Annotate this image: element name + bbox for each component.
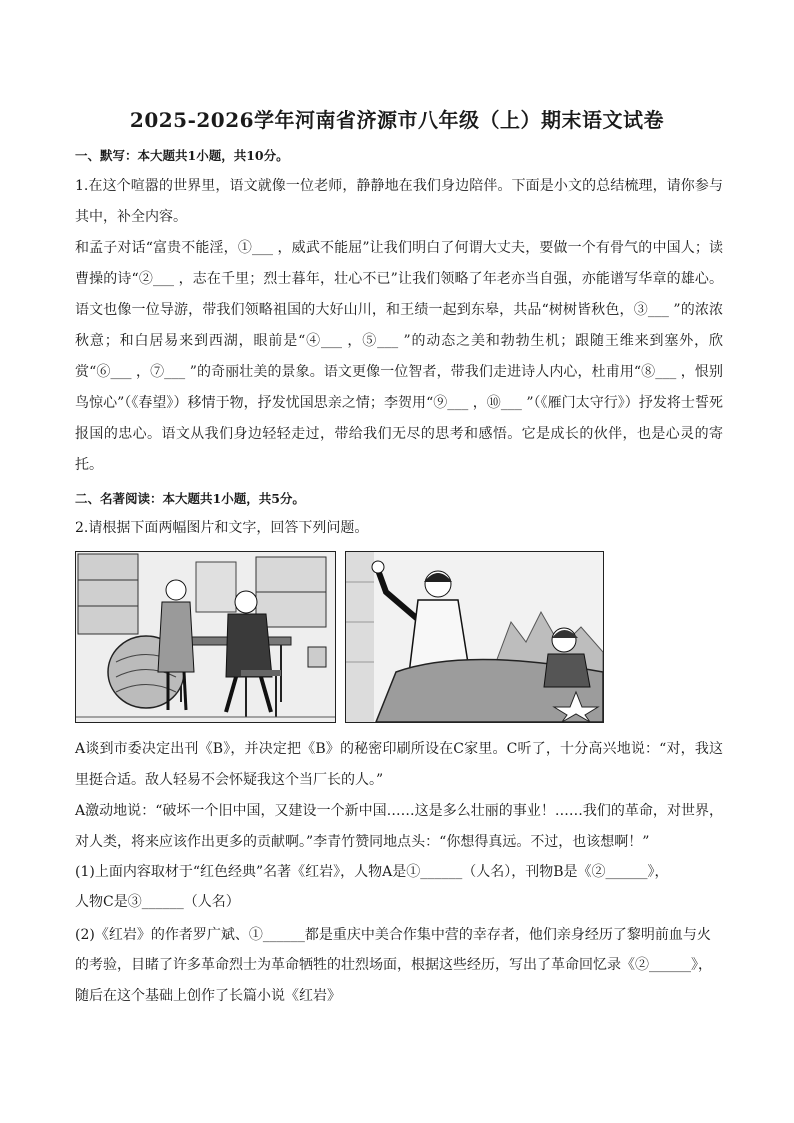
question-1-body: 和孟子对话“富贵不能淫，①___ ，威武不能屈”让我们明白了何谓大丈夫，要做一个有骨气的中国人；读曹操的诗“②___ ，志在千里；烈士暮年，壮心不已”让我们领略了年老亦当自强，亦能谱写华章的雄心。语文也像一位导游，带我们领略祖国的大好山川，和王绩一起到东皋，共品“树树皆秋色，③___ ”的浓浓秋意；和白居易来到西湖，眼前是“④___ ，⑤___ ”的动态之美和勃勃生机；跟随王维来到塞外，欣赏“⑥___ ，⑦___ ”的奇丽壮美的景象。语文更像一位智者，带我们走进诗人内心，杜甫用“⑧___ ，恨别鸟惊心”（《春望》）移情于物，抒发忧国思亲之情；李贺用“⑨___ ，⑩___ ”（《雁门太守行》）抒发将士誓死报国的忠心。语文从我们身边轻轻走过，带给我们无尽的思考和感悟。它是成长的伙伴，也是心灵的寄托。 xyxy=(75,240,723,473)
sub-question-2-line-2: 的考验，目睹了许多革命烈士为革命牺牲的壮烈场面，根据这些经历，写出了革命回忆录《②______》， xyxy=(75,957,712,973)
page-title: 2025-2026学年河南省济源市八年级（上）期末语文试卷 xyxy=(129,108,665,132)
question-1-intro: 1.在这个喧嚣的世界里，语文就像一位老师，静静地在我们身边陪伴。下面是小文的总结梳理，请你参与其中，补全内容。 xyxy=(75,178,723,225)
section-2-heading: 二、名著阅读：本大题共1小题，共5分。 xyxy=(75,491,305,506)
sub-question-2-line-1: (2)《红岩》的作者罗广斌、①______都是重庆中美合作集中营的幸存者，他们亲身经历了黎明前血与火 xyxy=(75,927,711,943)
sub-question-1-line-1: (1)上面内容取材于“红色经典”名著《红岩》，人物A是①______（人名），刊物B是《②______》， xyxy=(75,864,669,880)
sub-question-1-line-2: 人物C是③______（人名） xyxy=(75,894,240,910)
section-1-heading: 一、默写：本大题共1小题，共10分。 xyxy=(75,148,289,163)
illustration-two-people-talking-icon xyxy=(75,551,336,723)
sub-question-2-line-3: 随后在这个基础上创作了长篇小说《红岩》 xyxy=(75,988,341,1004)
passage-1: A谈到市委决定出刊《B》，并决定把《B》的秘密印刷所设在C家里。C听了，十分高兴地说：“对，我这里挺合适。敌人轻易不会怀疑我这个当厂长的人。” xyxy=(75,741,723,788)
question-2-intro: 2.请根据下面两幅图片和文字，回答下列问题。 xyxy=(75,520,369,536)
illustration-woman-with-flag-icon xyxy=(345,551,604,723)
passage-2: A激动地说：“破坏一个旧中国，又建设一个新中国……这是多么壮丽的事业！……我们的革命，对世界，对人类，将来应该作出更多的贡献啊。”李青竹赞同地点头：“你想得真远。不过，也该想啊！” xyxy=(75,803,723,850)
